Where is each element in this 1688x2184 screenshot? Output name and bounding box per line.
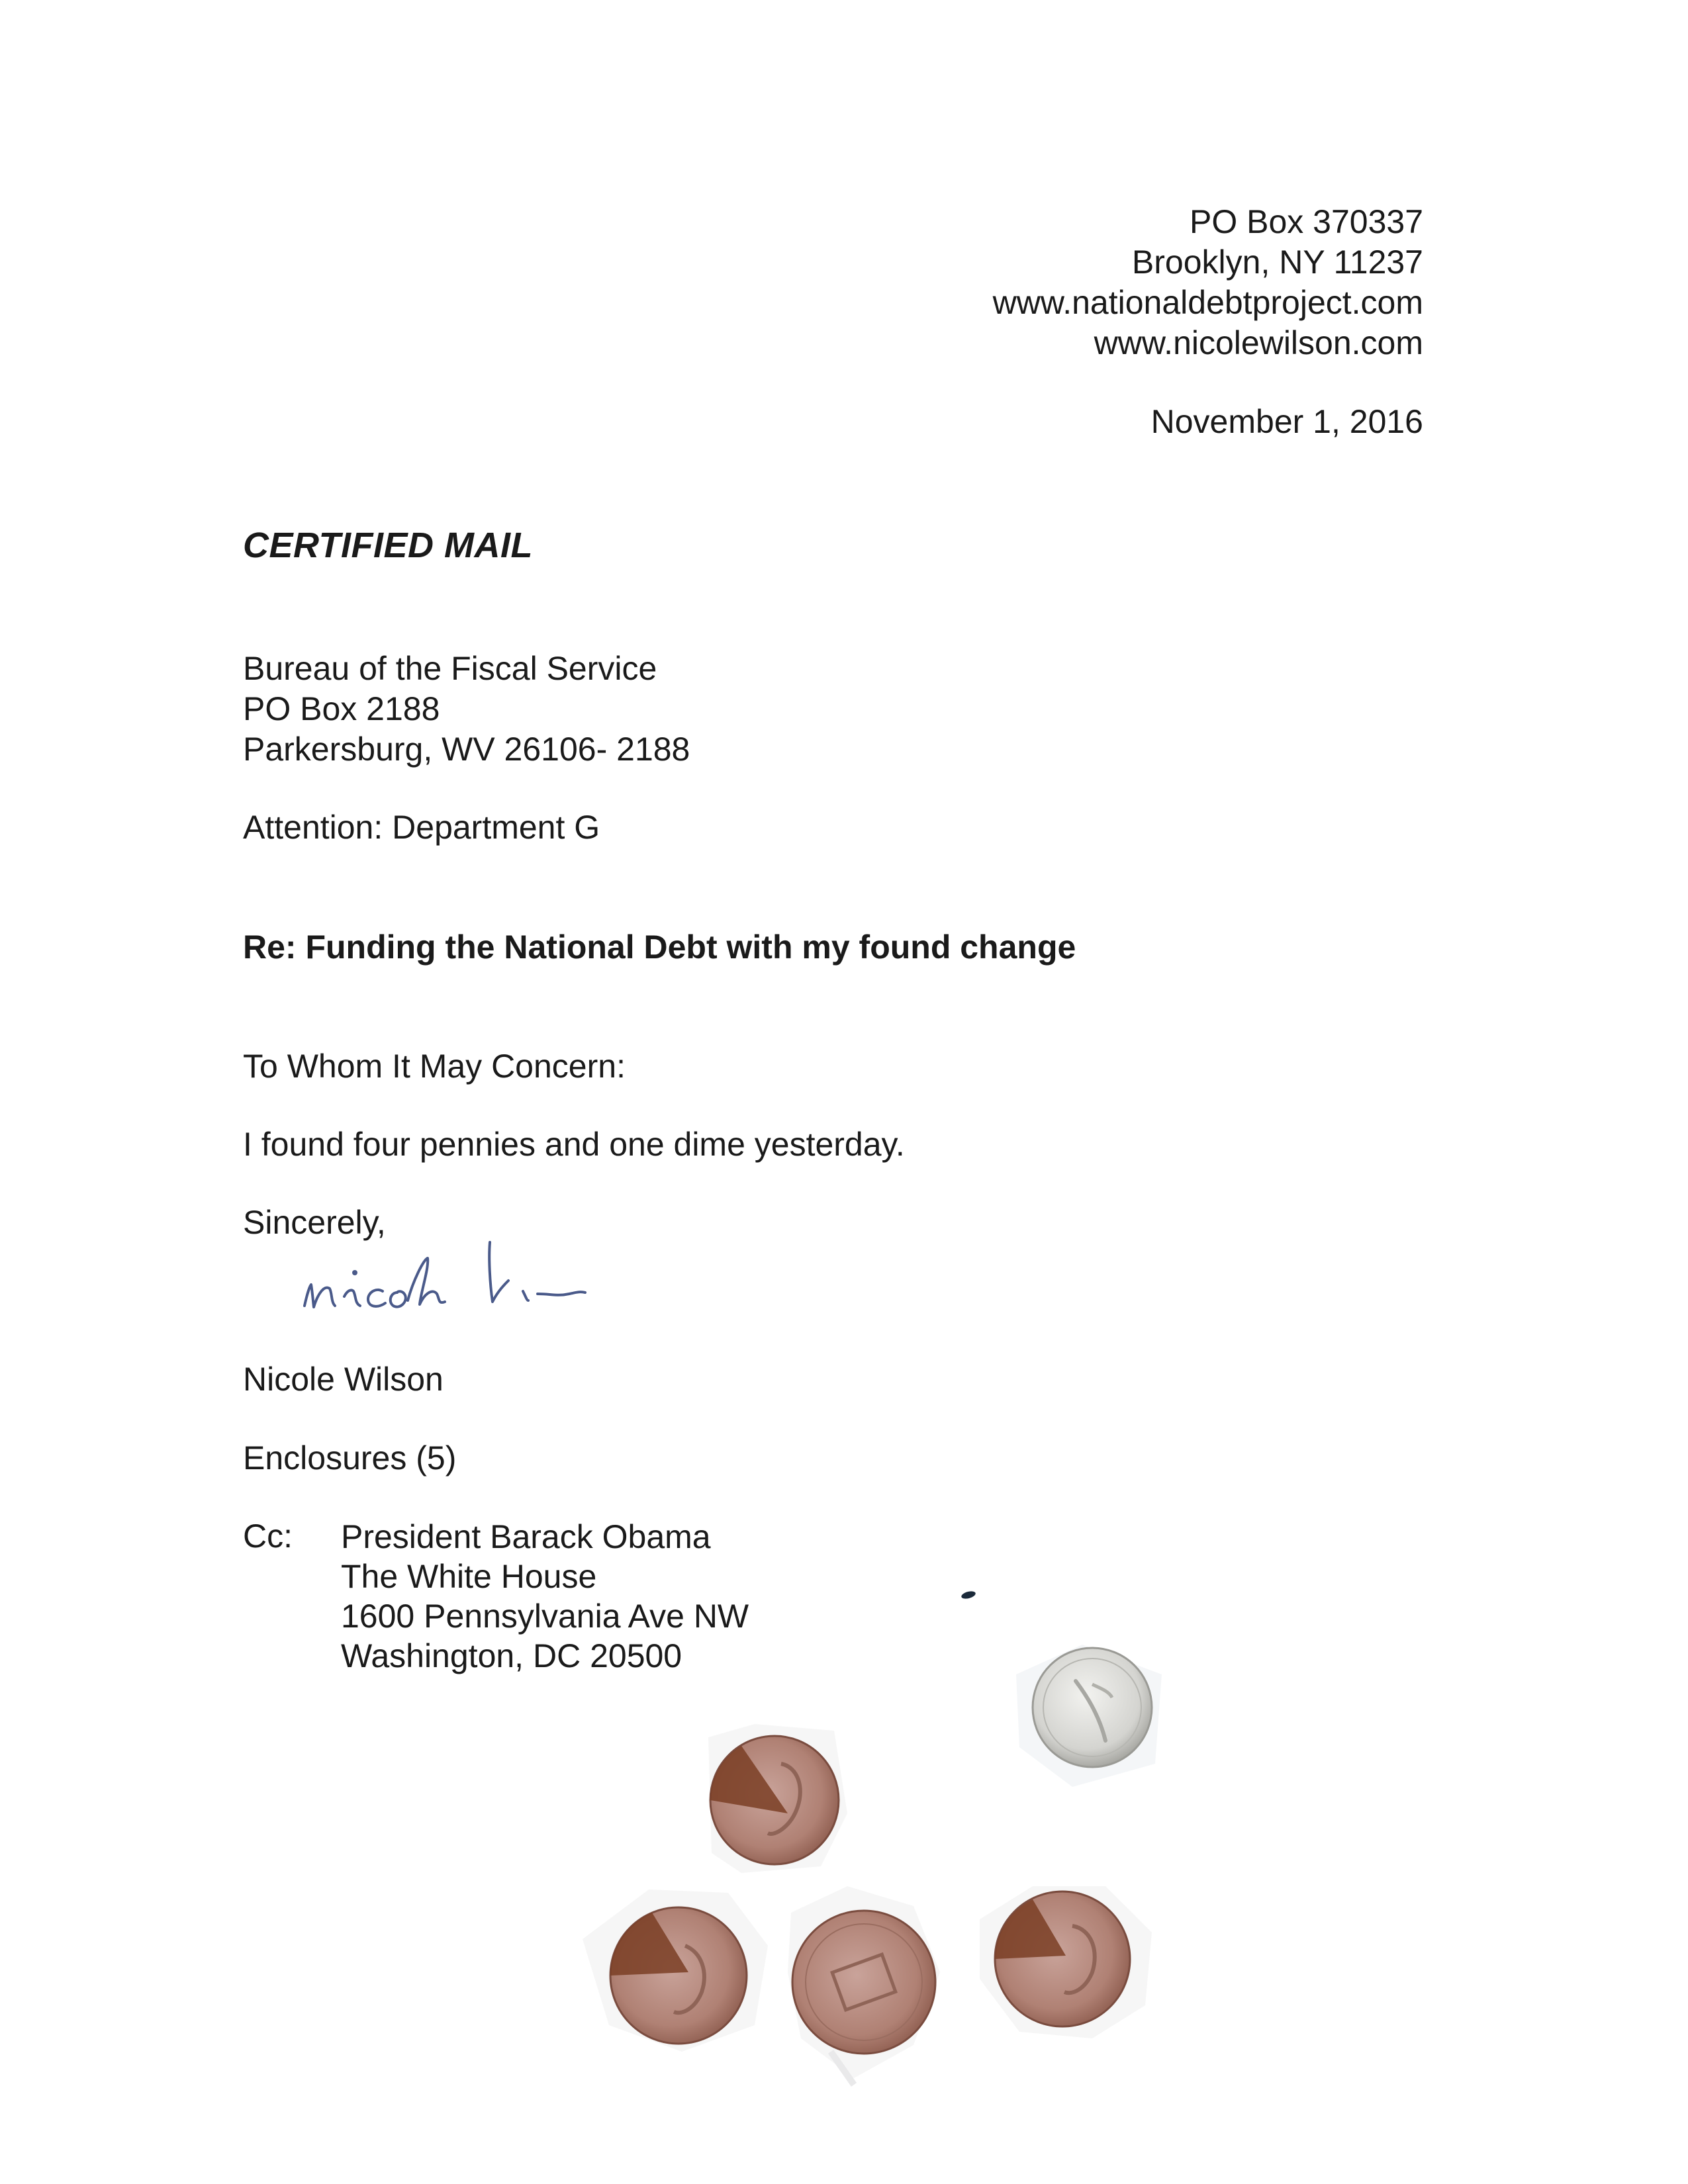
subject-line: Re: Funding the National Debt with my found change <box>243 929 1076 966</box>
penny-coin-4 <box>980 1886 1152 2038</box>
cc-recipient-street: 1600 Pennsylvania Ave NW <box>341 1598 749 1635</box>
cc-recipient-city-state: Washington, DC 20500 <box>341 1637 682 1674</box>
recipient-address-block <box>243 649 690 770</box>
letter-body: I found four pennies and one dime yesterday. <box>243 1126 905 1163</box>
sender-website-national-debt: www.nationaldebtproject.com <box>992 284 1423 321</box>
cc-label: Cc: <box>243 1518 293 1555</box>
sender-city-state: Brooklyn, NY 11237 <box>1131 244 1423 281</box>
closing: Sincerely, <box>243 1204 386 1241</box>
penny-coin-3 <box>788 1886 940 2085</box>
sender-website-personal: www.nicolewilson.com <box>1094 324 1423 361</box>
enclosed-coins <box>569 1575 1271 2091</box>
certified-mail-heading: CERTIFIED MAIL <box>243 525 533 565</box>
cc-recipient-organization: The White House <box>341 1558 597 1595</box>
attention-line: Attention: Department G <box>243 809 600 846</box>
penny-coin-1 <box>708 1724 847 1873</box>
sender-address-block <box>993 202 1423 363</box>
signer-name: Nicole Wilson <box>243 1361 444 1398</box>
dime-coin <box>1016 1645 1162 1787</box>
letter-date: November 1, 2016 <box>1150 403 1423 440</box>
salutation: To Whom It May Concern: <box>243 1048 626 1085</box>
recipient-name: Bureau of the Fiscal Service <box>243 650 657 687</box>
cc-recipient-name: President Barack Obama <box>341 1518 711 1555</box>
recipient-city-state: Parkersburg, WV 26106- 2188 <box>243 731 690 768</box>
recipient-po-box: PO Box 2188 <box>243 690 440 727</box>
sender-po-box: PO Box 370337 <box>1189 203 1423 240</box>
penny-coin-2 <box>583 1889 768 2052</box>
enclosures-line: Enclosures (5) <box>243 1439 457 1477</box>
handwritten-signature <box>291 1228 649 1340</box>
